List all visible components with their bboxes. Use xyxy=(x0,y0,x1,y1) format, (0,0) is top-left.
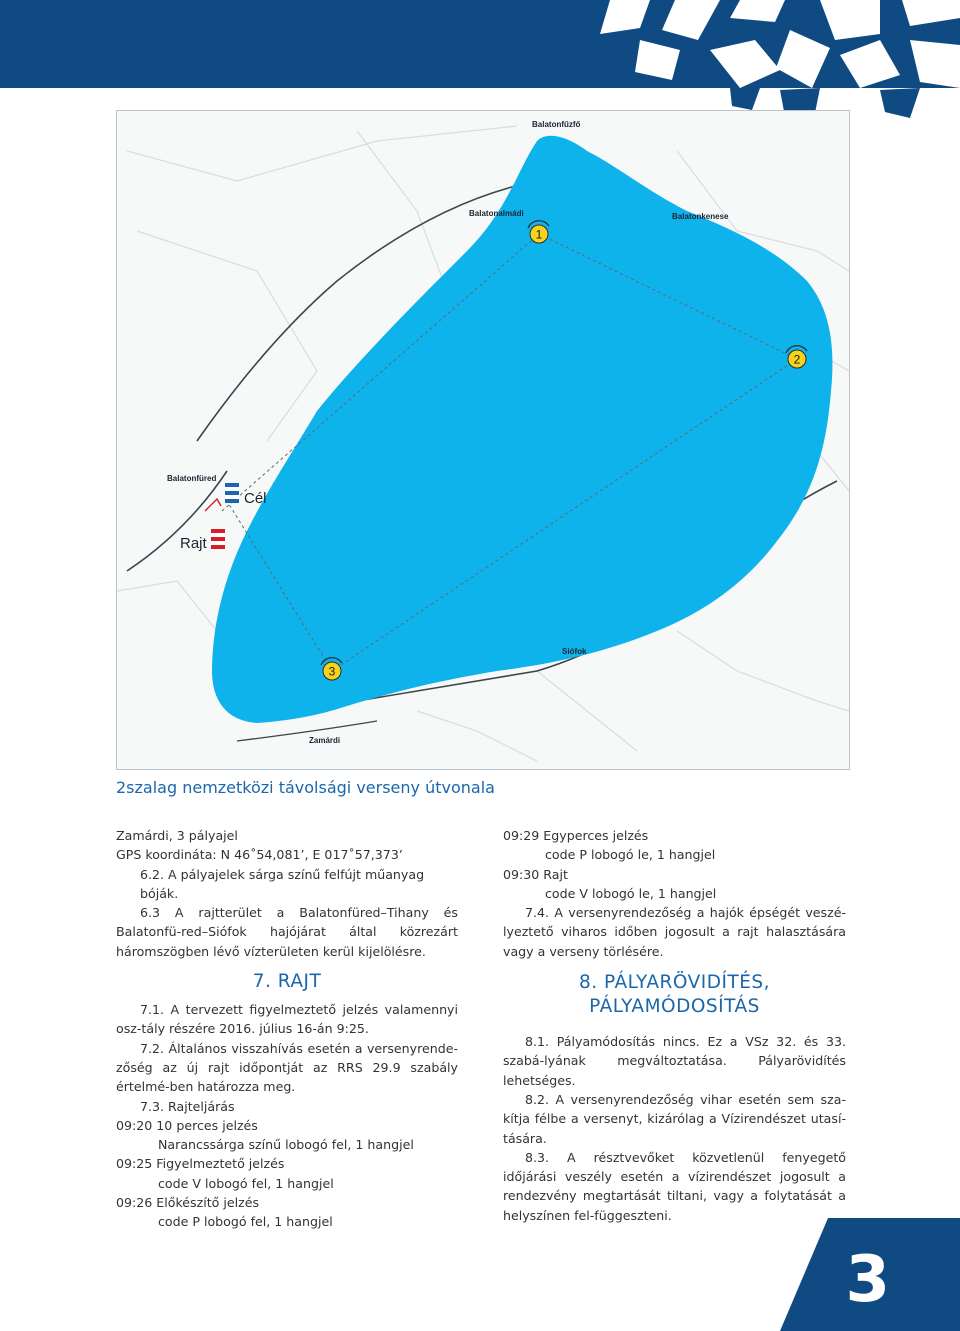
schedule-time: 09:20 10 perces jelzés xyxy=(116,1117,258,1133)
schedule-action: code V lobogó le, 1 hangjel xyxy=(545,885,717,901)
place-balatonfured: Balatonfüred xyxy=(167,474,217,483)
start-flag-icon xyxy=(211,529,225,549)
place-zamardi: Zamárdi xyxy=(309,736,341,745)
section-heading-7: 7. RAJT xyxy=(252,971,322,993)
svg-text:3: 3 xyxy=(328,664,336,679)
paragraph-7-1: 7.1. A tervezett figyelmeztető jelzés valamennyi osz-tály részére 2016. július 16-án 9:25. xyxy=(116,1002,458,1037)
lake-map xyxy=(117,111,849,769)
paragraph-8-1: 8.1. Pályamódosítás nincs. Ez a VSz 32. és 33. szabá-lyának megváltoztatása. Pályarövidítés lehetséges. xyxy=(503,1034,846,1088)
paragraph-7-2: 7.2. Általános visszahívás esetén a versenyrende-zőség az új rajt időpontját az RRS 29.9 szabály értelmé-ben határozza meg. xyxy=(116,1040,458,1095)
place-balatonfuzfo: Balatonfűzfő xyxy=(532,120,581,129)
schedule-action: code P lobogó fel, 1 hangjel xyxy=(158,1214,333,1230)
paragraph-8-3: 8.3. A résztvevőket közvetlenül fenyegető időjárási veszély esetén a vízirendészet jogosult a rendezvény megtartását tiltani, vagy a folytatását a helyszínen fel-függeszteni. xyxy=(503,1149,846,1223)
schedule-time: 09:26 Előkészítő jelzés xyxy=(116,1195,260,1211)
lake-balaton xyxy=(212,136,832,723)
paragraph-6-3: 6.3 A rajtterület a Balatonfüred–Tihany és Balatonfü-red–Siófok hajójárat által közrezárt háromszögben lévő vízterületen kerül kijelölésre. xyxy=(116,905,458,959)
intro-line: Zamárdi, 3 pályajel xyxy=(116,828,238,843)
schedule-action: code P lobogó le, 1 hangjel xyxy=(545,847,716,863)
left-column xyxy=(116,826,458,1232)
page-number: 3 xyxy=(845,1243,890,1317)
place-siofok: Siófok xyxy=(562,647,587,656)
schedule-action: Narancssárga színű lobogó fel, 1 hangjel xyxy=(158,1137,414,1153)
section-heading-8-line-2: PÁLYAMÓDOSÍTÁS xyxy=(589,996,760,1018)
right-column xyxy=(503,826,846,1225)
schedule-time: 09:29 Egyperces jelzés xyxy=(503,828,649,843)
schedule-time: 09:25 Figyelmeztető jelzés xyxy=(116,1156,285,1172)
svg-text:1: 1 xyxy=(535,227,543,242)
svg-text:2: 2 xyxy=(793,352,801,367)
paragraph-7-4: 7.4. A versenyrendezőség a hajók épségét veszé-lyeztető viharos időben jogosult a rajt halasztására vagy a verseny törlésére. xyxy=(503,905,846,959)
place-balatonkenese: Balatonkenese xyxy=(672,212,729,221)
course-map xyxy=(116,110,850,770)
place-balatonalmadi: Balatonalmádi xyxy=(469,209,524,218)
section-heading-8 xyxy=(503,971,846,1019)
schedule-time: 09:30 Rajt xyxy=(503,866,568,882)
intro-line: GPS koordináta: N 46˚54,081’, E 017˚57,373’ xyxy=(116,847,403,863)
map-caption: 2szalag nemzetközi távolsági verseny útvonala xyxy=(116,778,495,797)
start-route-line xyxy=(205,499,221,511)
schedule-action: code V lobogó fel, 1 hangjel xyxy=(158,1175,334,1191)
paragraph-6-2: 6.2. A pályajelek sárga színű felfújt műanyag bóják. xyxy=(140,866,425,901)
paragraph-8-2: 8.2. A versenyrendezőség vihar esetén sem sza-kítja félbe a versenyt, kizárólag a Vízirendészet utasí-tására. xyxy=(503,1091,846,1146)
paragraph-7-3: 7.3. Rajteljárás xyxy=(140,1098,235,1114)
start-label: Rajt xyxy=(180,535,207,552)
page-number-corner xyxy=(780,1218,960,1331)
finish-flag-icon xyxy=(225,483,239,503)
finish-label: Cél xyxy=(244,490,267,507)
section-heading-8-line-1: 8. PÁLYARÖVIDÍTÉS, xyxy=(578,972,771,994)
